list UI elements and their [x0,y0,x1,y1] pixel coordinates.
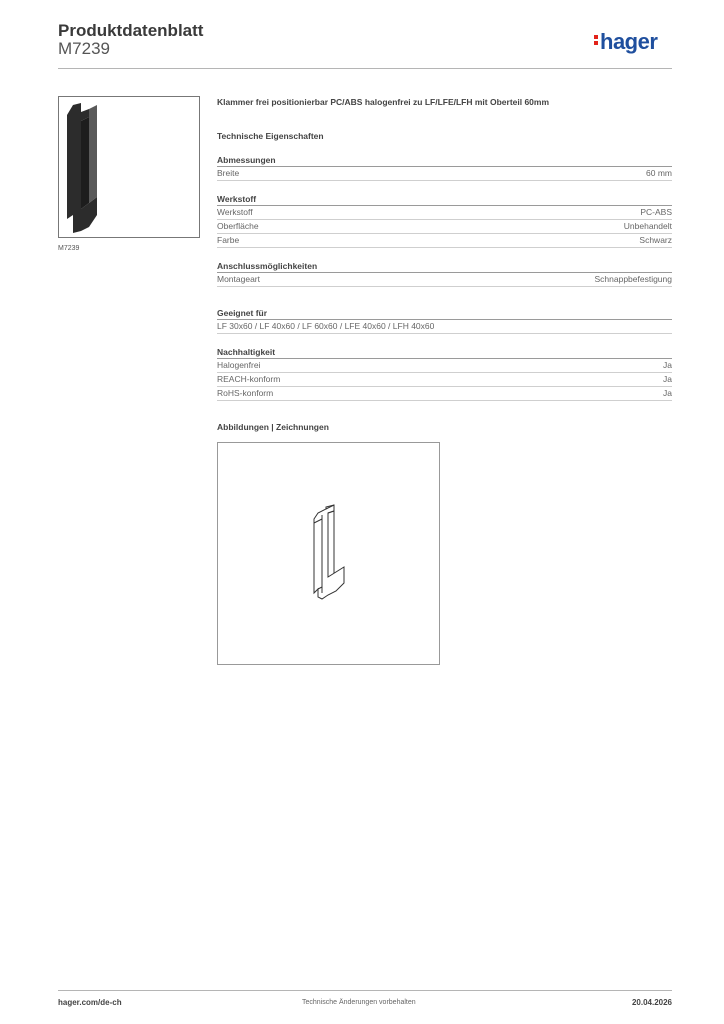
spec-value: 60 mm [646,168,672,178]
spec-label: RoHS-konform [217,388,274,398]
section-title: Nachhaltigkeit [217,346,672,359]
product-code: M7239 [58,39,110,58]
spec-row [217,359,672,373]
spec-label: Halogenfrei [217,360,261,370]
thumbnail-caption: M7239 [58,245,80,252]
section-title: Anschlussmöglichkeiten [217,260,672,273]
logo-dots-icon [594,33,598,47]
spec-row [217,167,672,181]
spec-label: Werkstoff [217,207,253,217]
product-drawing [217,442,440,665]
product-thumbnail [58,96,200,238]
page-title: Produktdatenblatt [58,21,204,40]
spec-label: LF 30x60 / LF 40x60 / LF 60x60 / LFE 40x60 / LFH 40x60 [217,321,435,331]
spec-content [217,96,672,665]
section-anschluss [217,260,672,287]
clip-photo-icon [59,97,199,237]
spec-row [217,220,672,234]
spec-label: Breite [217,168,240,178]
product-description: Klammer frei positionierbar PC/ABS halogenfrei zu LF/LFE/LFH mit Oberteil 60mm [217,97,550,107]
spec-value: Unbehandelt [623,221,672,231]
spec-value: Schnappbefestigung [594,274,672,284]
section-geeignet [217,307,672,334]
spec-value: Ja [663,374,672,384]
header-divider [58,68,672,69]
footer-divider [58,990,672,991]
spec-value: PC-ABS [640,207,672,217]
footer-date: 20.04.2026 [631,998,672,1007]
section-title: Werkstoff [217,193,672,206]
spec-row [217,387,672,401]
hager-logo [594,29,657,55]
spec-value: Ja [663,360,672,370]
footer-website: hager.com/de-ch [58,998,122,1007]
logo-text: hager [600,29,658,54]
spec-value: Schwarz [639,235,672,245]
clip-drawing-icon [218,443,439,664]
tech-properties-title: Technische Eigenschaften [217,131,324,141]
footer-notice: Technische Änderungen vorbehalten [302,999,416,1006]
spec-row [217,206,672,220]
spec-row [217,373,672,387]
section-nachhaltigkeit [217,346,672,401]
spec-label: Oberfläche [217,221,259,231]
spec-value: Ja [663,388,672,398]
section-title: Geeignet für [217,307,672,320]
spec-row [217,273,672,287]
spec-label: REACH-konform [217,374,281,384]
section-abmessungen [217,154,672,181]
spec-label: Montageart [217,274,260,284]
section-title: Abmessungen [217,154,672,167]
figures-title: Abbildungen | Zeichnungen [217,422,329,432]
spec-row [217,234,672,248]
section-werkstoff [217,193,672,248]
spec-label: Farbe [217,235,240,245]
spec-row [217,320,672,334]
